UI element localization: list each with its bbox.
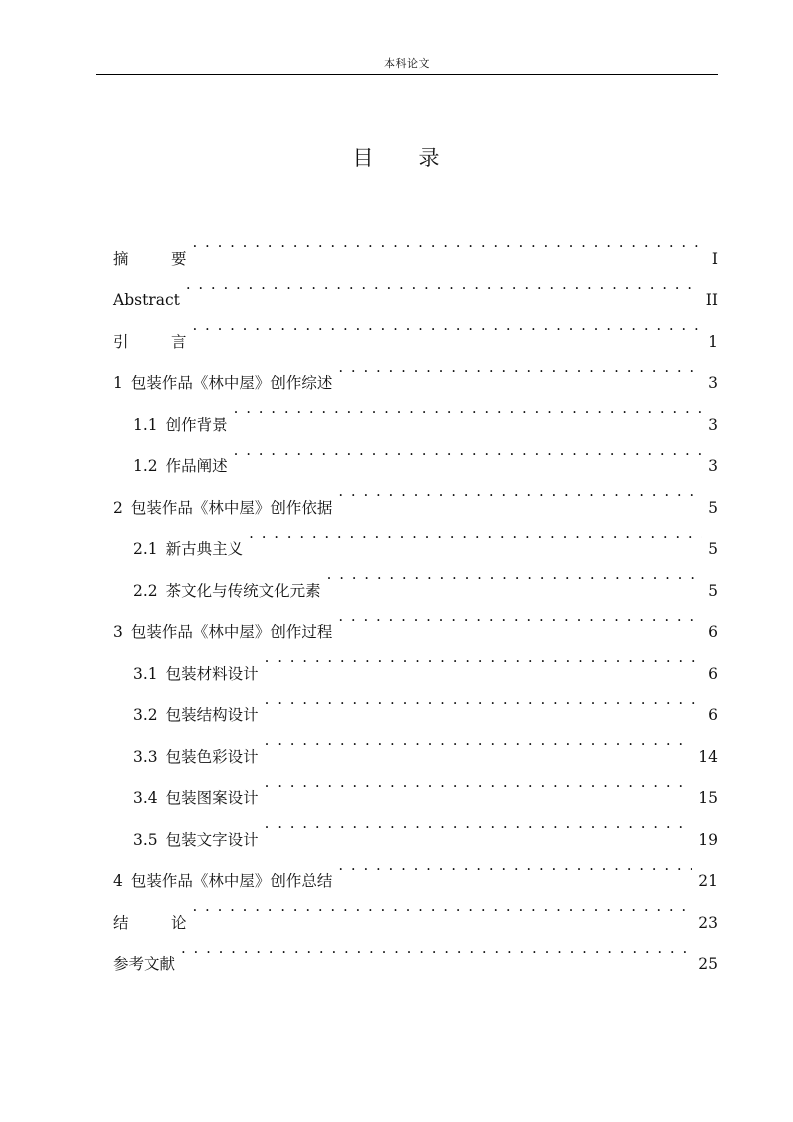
toc-leader-dots — [265, 720, 693, 762]
toc-leader-dots — [327, 554, 702, 596]
toc-entry-label: 包装作品《林中屋》创作综述 — [130, 374, 333, 392]
toc-entry-label: 包装图案设计 — [165, 789, 259, 807]
toc-entry-label — [113, 239, 187, 281]
toc-entry-number: 2.2 — [133, 581, 158, 600]
toc-entry-chapter-1[interactable] — [113, 347, 718, 392]
toc-entry-number: 3.3 — [133, 747, 158, 766]
toc-entry-page: 6 — [708, 623, 718, 641]
toc-entry-page: 6 — [708, 706, 718, 724]
toc-entry-conclusion[interactable] — [113, 886, 718, 932]
toc-leader-dots — [265, 637, 702, 679]
toc-entry-abstract-cn[interactable] — [113, 222, 718, 268]
toc-entry-label: 包装色彩设计 — [165, 747, 259, 766]
toc-entry-page: I — [711, 249, 718, 268]
toc-entry-page: 19 — [698, 830, 718, 849]
toc-entry-page: 3 — [708, 374, 718, 392]
toc-entry-number: 1 — [113, 374, 123, 392]
toc-entry-label: 作品阐述 — [165, 457, 228, 475]
toc-entry-number: 1.2 — [133, 457, 158, 475]
toc-leader-dots — [249, 513, 702, 555]
toc-entry-label: Abstract — [113, 291, 180, 309]
toc-leader-dots — [265, 762, 693, 804]
toc-title-char-2: 录 — [418, 146, 441, 170]
toc-entry-page: 1 — [708, 332, 718, 351]
toc-entry-label-part-2: 论 — [171, 913, 187, 932]
toc-entry-page: 3 — [708, 457, 718, 475]
toc-entry-page: 5 — [708, 498, 718, 517]
toc-leader-dots — [186, 264, 700, 306]
toc-entry-label: 创作背景 — [165, 415, 228, 434]
toc-entry-page: 6 — [708, 664, 718, 683]
toc-entry-references[interactable] — [113, 928, 718, 973]
toc-entry-label: 新古典主义 — [165, 540, 244, 558]
toc-entry-label-part-2: 要 — [171, 249, 187, 268]
toc-entry-page: II — [705, 291, 718, 309]
toc-entry-label — [113, 903, 187, 945]
toc-leader-dots — [338, 347, 702, 389]
toc-leader-dots — [193, 305, 702, 347]
table-of-contents — [113, 222, 718, 973]
toc-entry-introduction[interactable] — [113, 305, 718, 351]
toc-leader-dots — [234, 388, 702, 430]
toc-leader-dots — [234, 430, 702, 472]
toc-entry-label: 包装作品《林中屋》创作依据 — [130, 498, 333, 517]
toc-leader-dots — [338, 596, 702, 638]
toc-leader-dots — [338, 471, 702, 513]
toc-entry-label: 包装文字设计 — [165, 830, 259, 849]
toc-entry-label: 包装作品《林中屋》创作过程 — [130, 623, 333, 641]
toc-entry-abstract-en[interactable] — [113, 264, 718, 309]
toc-entry-label: 茶文化与传统文化元素 — [165, 581, 321, 600]
toc-entry-number: 3 — [113, 623, 123, 641]
toc-leader-dots — [338, 845, 692, 887]
toc-entry-number: 1.1 — [133, 415, 158, 434]
toc-entry-label: 包装结构设计 — [165, 706, 259, 724]
toc-leader-dots — [265, 803, 693, 845]
toc-entry-number: 2 — [113, 498, 123, 517]
toc-entry-label: 包装材料设计 — [165, 664, 259, 683]
toc-entry-number: 3.4 — [133, 789, 158, 807]
toc-entry-page: 23 — [698, 913, 718, 932]
toc-leader-dots — [193, 222, 702, 264]
toc-entry-label: 包装作品《林中屋》创作总结 — [130, 872, 333, 890]
toc-entry-label-part-1: 引 — [113, 332, 129, 351]
toc-entry-page: 21 — [698, 872, 718, 890]
toc-entry-number: 4 — [113, 872, 123, 890]
toc-leader-dots — [265, 679, 702, 721]
toc-entry-label-part-2: 言 — [171, 332, 187, 351]
toc-entry-label — [113, 322, 187, 364]
toc-entry-label-part-1: 摘 — [113, 249, 129, 268]
toc-entry-number: 2.1 — [133, 540, 158, 558]
toc-entry-page: 5 — [708, 581, 718, 600]
toc-entry-page: 14 — [698, 747, 718, 766]
toc-entry-page: 5 — [708, 540, 718, 558]
toc-leader-dots — [181, 928, 692, 970]
toc-entry-label: 参考文献 — [113, 955, 176, 973]
toc-title-char-1: 目 — [352, 146, 375, 170]
running-header — [96, 52, 718, 75]
toc-entry-page: 25 — [698, 955, 718, 973]
toc-entry-number: 3.1 — [133, 664, 158, 683]
toc-entry-page: 3 — [708, 415, 718, 434]
toc-entry-number: 3.2 — [133, 706, 158, 724]
toc-entry-page: 15 — [698, 789, 718, 807]
running-title: 本科论文 — [384, 57, 430, 70]
toc-entry-number: 3.5 — [133, 830, 158, 849]
toc-title — [0, 143, 793, 173]
toc-entry-label-part-1: 结 — [113, 913, 129, 932]
toc-leader-dots — [193, 886, 693, 928]
